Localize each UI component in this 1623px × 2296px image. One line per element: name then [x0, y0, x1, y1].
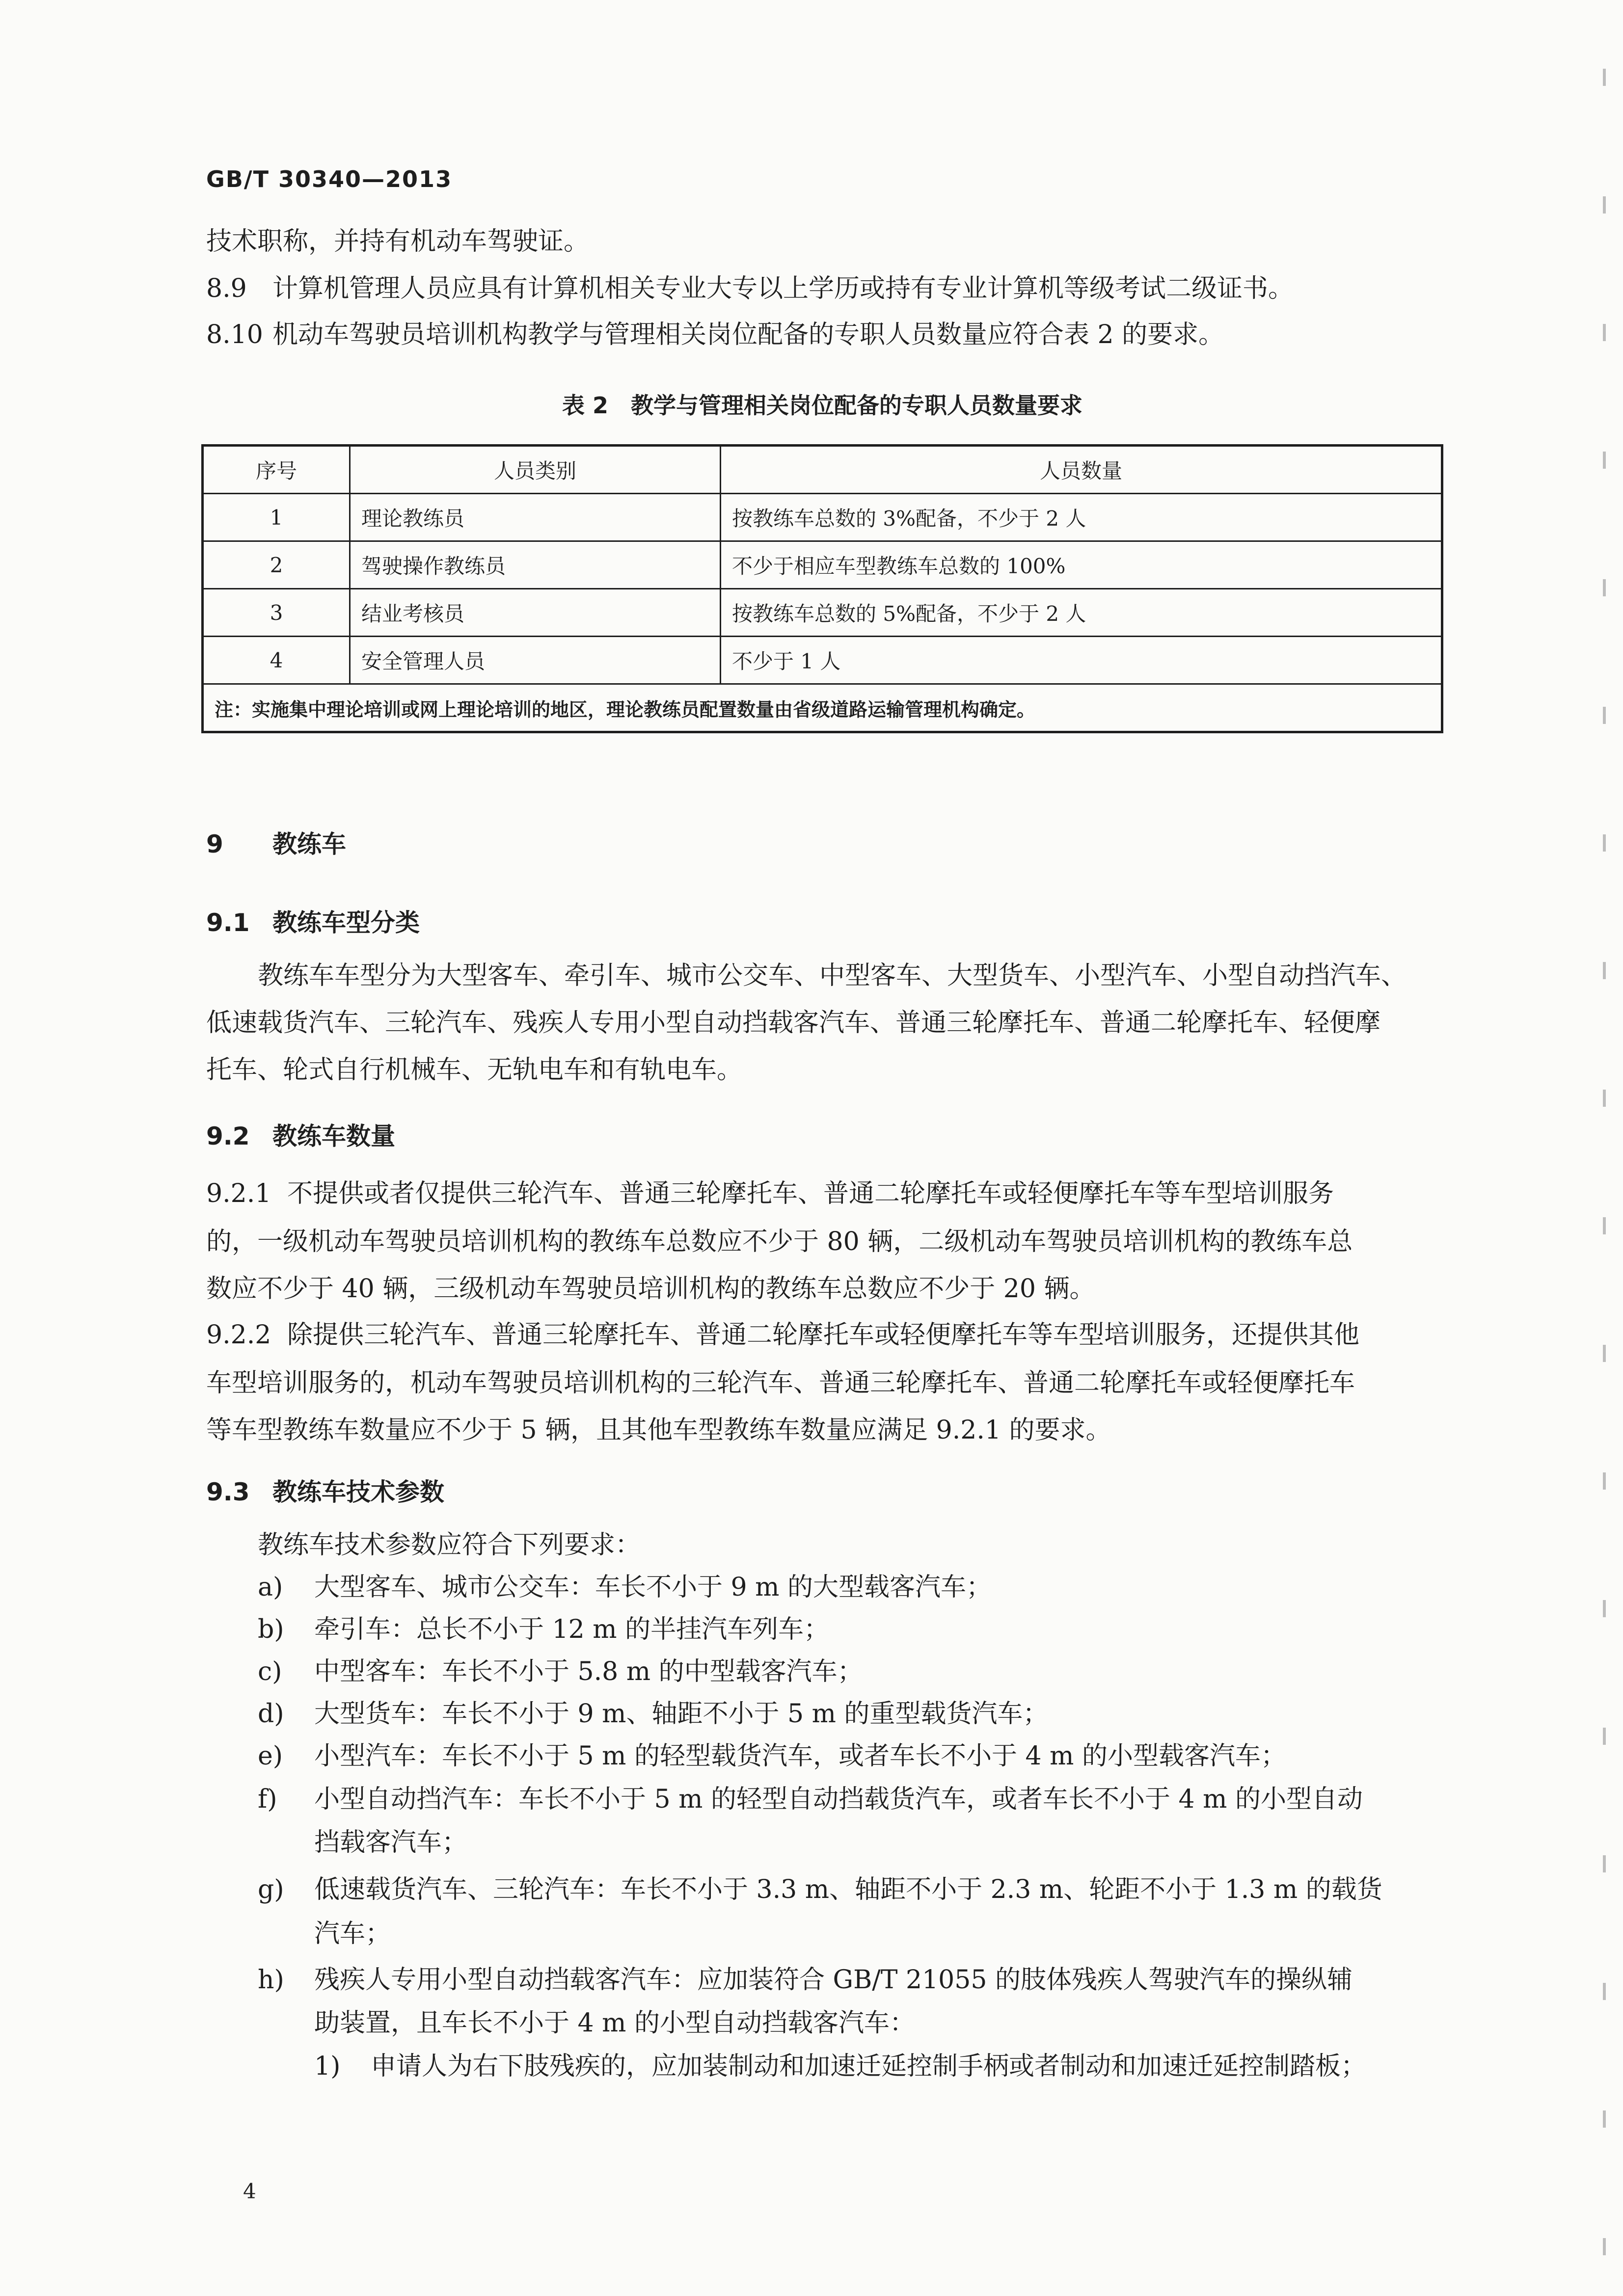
staff-quantity: 不少于 1 人	[721, 637, 1442, 684]
section-number: 9.3	[206, 1478, 250, 1506]
clause-text: 机动车驾驶员培训机构教学与管理相关岗位配备的专职人员数量应符合表 2 的要求。	[272, 320, 1224, 349]
list-continuation: 汽车；	[314, 1919, 391, 1949]
staffing-table	[201, 444, 1443, 733]
staff-category: 驾驶操作教练员	[350, 541, 721, 589]
table-note-row	[203, 684, 1442, 732]
list-label: c)	[258, 1657, 282, 1686]
list-continuation: 助装置，且车长不小于 4 m 的小型自动挡载客汽车：	[314, 2008, 915, 2038]
row-index: 3	[203, 589, 350, 637]
paragraph-line: 教练车技术参数应符合下列要求：	[258, 1530, 641, 1560]
list-item	[258, 1657, 863, 1686]
row-index: 1	[203, 494, 350, 541]
table-row	[203, 494, 1442, 541]
list-label: d)	[258, 1699, 284, 1729]
staff-category: 安全管理人员	[350, 637, 721, 684]
clause-text: 不提供或者仅提供三轮汽车、普通三轮摩托车、普通二轮摩托车或轻便摩托车等车型培训服务	[287, 1179, 1334, 1208]
clause-number: 9.2.2	[206, 1320, 271, 1350]
list-text: 大型货车：车长不小于 9 m、轴距不小于 5 m 的重型载货汽车；	[314, 1699, 1049, 1729]
list-item	[258, 1573, 992, 1602]
section-9-3-heading	[206, 1477, 444, 1507]
staff-quantity: 按教练车总数的 3%配备，不少于 2 人	[721, 494, 1442, 541]
clause-text: 计算机管理人员应具有计算机相关专业大专以上学历或持有专业计算机等级考试二级证书。	[272, 274, 1294, 303]
list-text: 牵引车：总长不小于 12 m 的半挂汽车列车；	[314, 1615, 830, 1644]
section-title: 教练车型分类	[272, 908, 420, 937]
list-item	[258, 1699, 1048, 1729]
list-label: h)	[258, 1965, 284, 1995]
clause-number: 9.2.1	[206, 1179, 271, 1208]
list-item	[258, 1875, 1382, 1904]
list-text: 低速载货汽车、三轮汽车：车长不小于 3.3 m、轴距不小于 2.3 m、轮距不小于 1.3 m 的载货	[314, 1875, 1382, 1904]
clause-8-10	[206, 320, 1224, 349]
section-9-heading	[206, 829, 346, 859]
table-header-row	[203, 446, 1442, 494]
column-header: 人员数量	[721, 446, 1442, 494]
section-number: 9.1	[206, 908, 250, 937]
scan-edge-marks	[1603, 0, 1606, 2296]
list-label: e)	[258, 1741, 283, 1771]
paragraph-line: 的，一级机动车驾驶员培训机构的教练车总数应不少于 80 辆，二级机动车驾驶员培训机构的教练车总	[206, 1227, 1353, 1256]
staff-quantity: 不少于相应车型教练车总数的 100%	[721, 541, 1442, 589]
table-caption: 表 2 教学与管理相关岗位配备的专职人员数量要求	[562, 392, 1083, 419]
staff-quantity: 按教练车总数的 5%配备，不少于 2 人	[721, 589, 1442, 637]
list-item	[258, 1615, 829, 1644]
clause-text: 除提供三轮汽车、普通三轮摩托车、普通二轮摩托车或轻便摩托车等车型培训服务，还提供其他	[287, 1320, 1360, 1350]
row-index: 2	[203, 541, 350, 589]
list-continuation: 挡载客汽车；	[314, 1828, 468, 1857]
section-title: 教练车技术参数	[272, 1478, 444, 1506]
list-text: 大型客车、城市公交车：车长不小于 9 m 的大型载客汽车；	[314, 1573, 992, 1602]
clause-9-2-2	[206, 1320, 1359, 1350]
clause-number: 8.10	[206, 320, 263, 349]
list-text: 中型客车：车长不小于 5.8 m 的中型载客汽车；	[314, 1657, 863, 1686]
list-item	[258, 1741, 1286, 1771]
list-text: 申请人为右下肢残疾的，应加装制动和加速迁延控制手柄或者制动和加速迁延控制踏板；	[371, 2052, 1367, 2081]
list-label: b)	[258, 1615, 284, 1644]
section-number: 9.2	[206, 1122, 250, 1150]
column-header: 序号	[203, 446, 350, 494]
list-label: a)	[258, 1573, 283, 1602]
table-row	[203, 541, 1442, 589]
row-index: 4	[203, 637, 350, 684]
clause-8-9	[206, 274, 1294, 303]
continued-text: 技术职称，并持有机动车驾驶证。	[206, 227, 590, 256]
paragraph-line: 数应不少于 40 辆，三级机动车驾驶员培训机构的教练车总数应不少于 20 辆。	[206, 1274, 1095, 1304]
paragraph-line: 车型培训服务的，机动车驾驶员培训机构的三轮汽车、普通三轮摩托车、普通二轮摩托车或轻便摩托车	[206, 1368, 1355, 1398]
table-row	[203, 637, 1442, 684]
list-text: 小型自动挡汽车：车长不小于 5 m 的轻型自动挡载货汽车，或者车长不小于 4 m 的小型自动	[314, 1785, 1363, 1814]
list-item	[258, 1785, 1363, 1814]
paragraph-line: 低速载货汽车、三轮汽车、残疾人专用小型自动挡载客汽车、普通三轮摩托车、普通二轮摩托车、轻便摩	[206, 1008, 1381, 1038]
list-item	[258, 1965, 1352, 1995]
section-9-2-heading	[206, 1121, 395, 1151]
paragraph-line: 教练车车型分为大型客车、牵引车、城市公交车、中型客车、大型货车、小型汽车、小型自动挡汽车、	[258, 961, 1407, 990]
paragraph-line: 托车、轮式自行机械车、无轨电车和有轨电车。	[206, 1055, 743, 1085]
section-title: 教练车数量	[272, 1122, 395, 1150]
clause-number: 8.9	[206, 274, 247, 303]
column-header: 人员类别	[350, 446, 721, 494]
staff-category: 结业考核员	[350, 589, 721, 637]
staff-category: 理论教练员	[350, 494, 721, 541]
list-label: f)	[258, 1785, 277, 1814]
list-text: 残疾人专用小型自动挡载客汽车：应加装符合 GB/T 21055 的肢体残疾人驾驶汽车的操纵辅	[314, 1965, 1352, 1995]
section-title: 教练车	[272, 830, 346, 858]
list-text: 小型汽车：车长不小于 5 m 的轻型载货汽车，或者车长不小于 4 m 的小型载客汽车；	[314, 1741, 1286, 1771]
page-number: 4	[243, 2179, 256, 2203]
list-label: 1)	[314, 2052, 341, 2081]
paragraph-line: 等车型教练车数量应不少于 5 辆，且其他车型教练车数量应满足 9.2.1 的要求。	[206, 1415, 1111, 1445]
sub-list-item	[314, 2052, 1366, 2081]
table-note: 注：实施集中理论培训或网上理论培训的地区，理论教练员配置数量由省级道路运输管理机构确定。	[203, 684, 1442, 732]
table-row	[203, 589, 1442, 637]
section-9-1-heading	[206, 908, 420, 937]
section-number: 9	[206, 830, 223, 858]
clause-9-2-1	[206, 1179, 1334, 1208]
list-label: g)	[258, 1875, 284, 1904]
standard-code: GB/T 30340—2013	[206, 166, 453, 192]
